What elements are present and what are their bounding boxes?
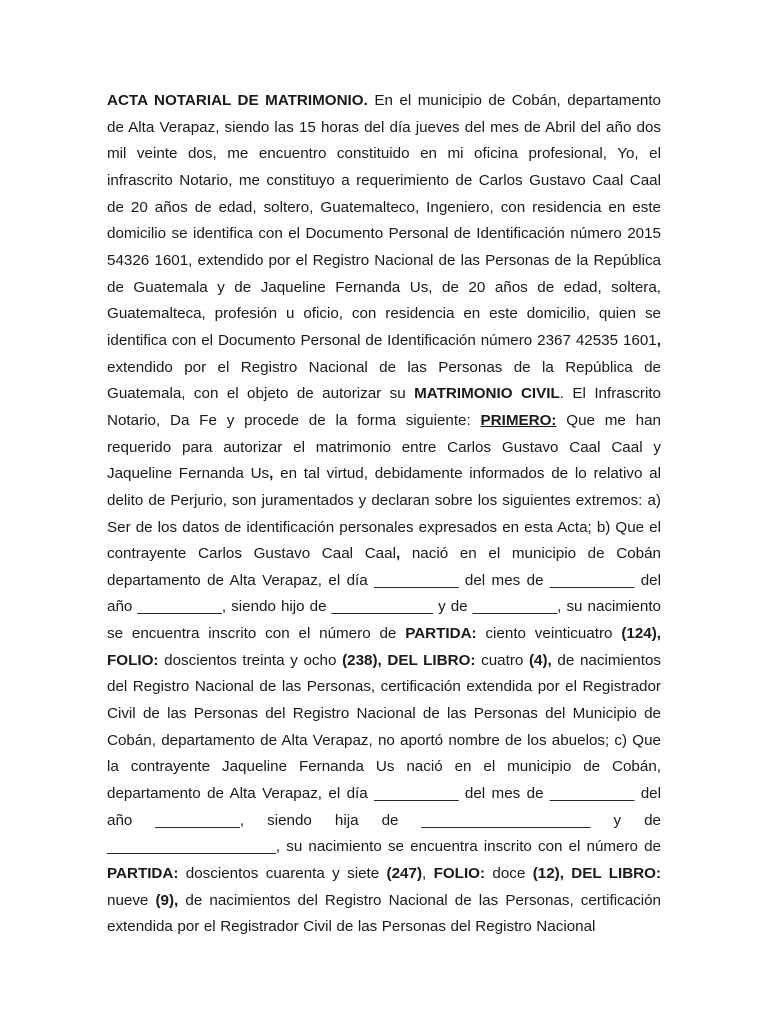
text-segment: cuatro [475, 651, 529, 669]
bold-segment: (4), [528, 651, 552, 669]
text-segment: nació en el municipio de Cobán departamento de Alta Verapaz, el día __________ del mes de __________ del año __________, siendo hijo de ____________ y de __________, su nacimiento se encuentra inscrito con el número de [107, 545, 661, 643]
text-segment: extendido por el Registro Nacional de las Personas de la República de Guatemala, con el objeto de autorizar su [107, 358, 661, 403]
bold-segment [481, 412, 557, 429]
underlined-heading-text: PRIMERO: [480, 411, 557, 429]
text-segment: doscientos treinta y ocho [158, 651, 343, 669]
bold-segment: FOLIO: [433, 865, 486, 883]
bold-segment: MATRIMONIO CIVIL [414, 385, 560, 403]
bold-segment: (9), [155, 891, 179, 909]
bold-segment: ACTA NOTARIAL DE MATRIMONIO. [107, 92, 368, 109]
bold-segment: PARTIDA: [405, 625, 477, 643]
text-segment: En el municipio de Cobán, departamento de Alta Verapaz, siendo las 15 horas del día jueves del mes de Abril del año dos mil veinte dos, me encuentro constituido en mi oficina profesional, Yo, el infrascrito Notario, me constituyo a requerimiento de Carlos Gustavo Caal Caal de 20 años de edad, soltero, Guatemalteco, Ingeniero, con residencia en este domicilio se identifica con el Documento Personal de Identificación número 2015 54326 1601, extendido por el Registro Nacional de las Personas de la República de Guatemala y de Jaqueline Fernanda Us, de 20 años de edad, soltera, Guatemalteca, profesión u oficio, con residencia en este domicilio, quien se identifica con el Documento Personal de Identificación número 2367 42535 1601 [107, 92, 661, 349]
bold-segment: (124), FOLIO: [107, 625, 661, 669]
text-segment: doscientos cuarenta y siete [178, 865, 387, 883]
text-segment: de nacimientos del Registro Nacional de las Personas, certificación extendida por el Registrador Civil de las Personas del Registro Nacional de las Personas del Municipio de Cobán, departamento de Alta Verapaz, no aportó nombre de los abuelos; c) Que la contrayente Jaqueline Fernanda Us nació en el municipio de Cobán, departamento de Alta Verapaz, el día __________ del mes de __________ del año __________, siendo hija de ____________________ y de ____________________, su nacimiento se encuentra inscrito con el número de [107, 651, 661, 856]
text-segment: doce [485, 865, 533, 883]
bold-segment: , [395, 545, 401, 563]
notarial-act-paragraph [107, 88, 661, 941]
text-segment: ciento veinticuatro [476, 625, 622, 643]
bold-segment: , [656, 331, 661, 349]
text-segment: en tal virtud, debidamente informados de lo relativo al delito de Perjurio, son juramentados y declaran sobre los siguientes extremos: a) Ser de los datos de identificación personales expresados en esta Acta; b) Que el contrayente Carlos Gustavo Caal Caal [107, 465, 661, 563]
bold-segment: (247) [386, 865, 423, 883]
text-segment: Que me han requerido para autorizar el matrimonio entre Carlos Gustavo Caal Caal y Jaqueline Fernanda Us [107, 411, 662, 483]
text-segment: , [422, 865, 434, 883]
text-segment: nueve [107, 891, 156, 909]
text-segment: . El Infrascrito Notario, Da Fe y procede de la forma siguiente: [107, 385, 661, 429]
text-segment: de nacimientos del Registro Nacional de las Personas, certificación extendida por el Registrador Civil de las Personas del Registro Nacional [107, 891, 661, 936]
bold-segment: (238), DEL LIBRO: [342, 651, 476, 669]
bold-segment: , [269, 465, 274, 483]
bold-segment: (12), DEL LIBRO: [532, 865, 662, 883]
bold-segment: PARTIDA: [107, 865, 179, 883]
